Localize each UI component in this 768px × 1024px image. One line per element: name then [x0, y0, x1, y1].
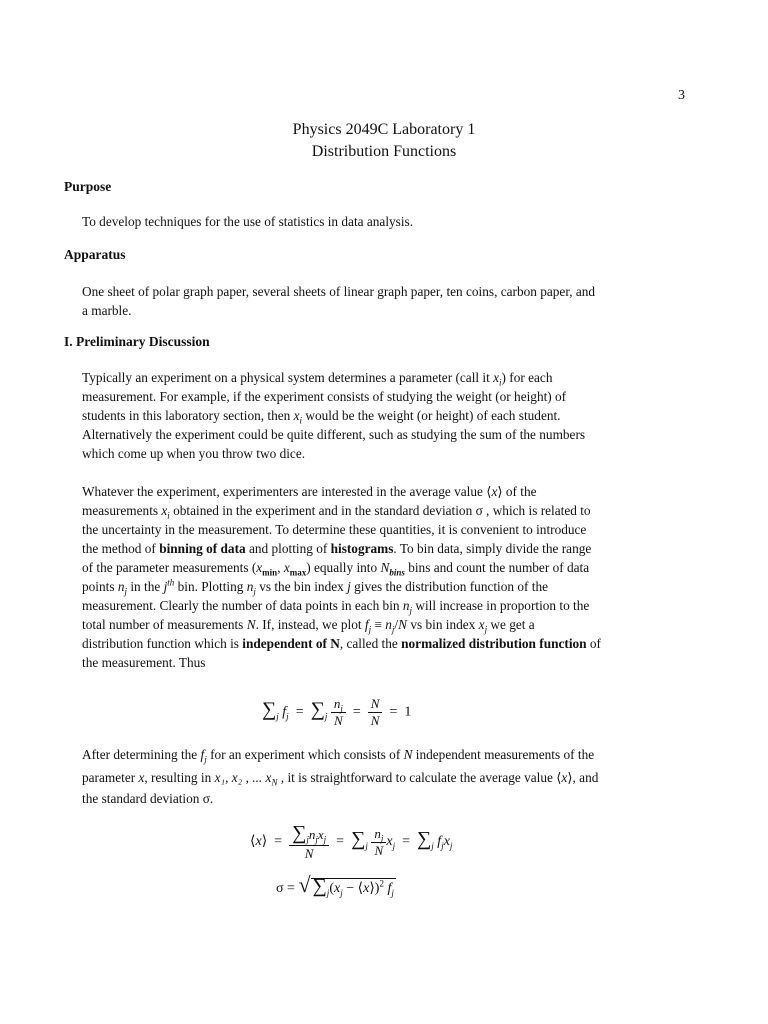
section1-heading: I. Preliminary Discussion: [64, 334, 210, 349]
purpose-heading: Purpose: [64, 179, 112, 194]
page-number: 3: [678, 88, 685, 103]
average-equation: ⟨x⟩ = $\frac{\sum_jn_jx_j}{N}$ = $\sum_j$ $\frac{n_j}{N}$ $x_j = \sum_j$ $f_jx_j$: [250, 822, 453, 861]
paragraph-2: Whatever the experiment, experimenters are interested in the average value ⟨x⟩ of the measurements $x_i$ obtained in the experiment and in the standard deviation σ , which is related to the uncertainty in the measurement. To determine these quantities, it is convenient to introduce the method of binning of data and plotting of histograms. To bin data, simply divide the range of the parameter measurements ($x_{min}$, $x_{max}$) equally into $N_{bins}$ bins and count the number of data points $n_j$ in the $j^{th}$ bin. Plotting $n_j$ vs the bin index j gives the distribution function of the measurement. Clearly the number of data points in each bin $n_j$ will increase in proportion to the total number of measurements N. If, instead, we plot $f_j \equiv n_j/N$ vs bin index $x_j$ we get a distribution function which is independent of N, called the normalized distribution function of the measurement. Thus: [82, 484, 601, 670]
standard-deviation-equation: σ = √ $\sum_j(x_j$ − ⟨x⟩)$^2$ $f_j$: [276, 872, 394, 898]
page-title: Physics 2049C Laboratory 1: [292, 121, 476, 138]
purpose-text: To develop techniques for the use of statistics in data analysis.: [82, 214, 414, 229]
normalization-equation: $\sum_j$ $f_j = \sum_j$ $\frac{n_j}{N}$ = $\frac{N}{N}$ = 1: [262, 696, 412, 728]
paragraph-3: After determining the $f_j$ for an experiment which consists of N independent measurements of the parameter x, resulting in x₁, x₂ , ... $x_N$ , it is straightforward to calculate the average value ⟨x⟩, and the standard deviation σ.: [82, 747, 599, 806]
apparatus-text: One sheet of polar graph paper, several sheets of linear graph paper, ten coins, carbon paper, and a marble.: [82, 284, 596, 318]
paragraph-1: Typically an experiment on a physical system determines a parameter (call it $x_i$) for each measurement. For example, if the experiment consists of studying the weight (or height) of students in this laboratory section, then $x_i$ would be the weight (or height) of each student. Alternatively the experiment could be quite different, such as studying the sum of the numbers which come up when you throw two dice.: [82, 370, 586, 461]
page-subtitle: Distribution Functions: [311, 143, 457, 160]
apparatus-heading: Apparatus: [64, 247, 126, 262]
